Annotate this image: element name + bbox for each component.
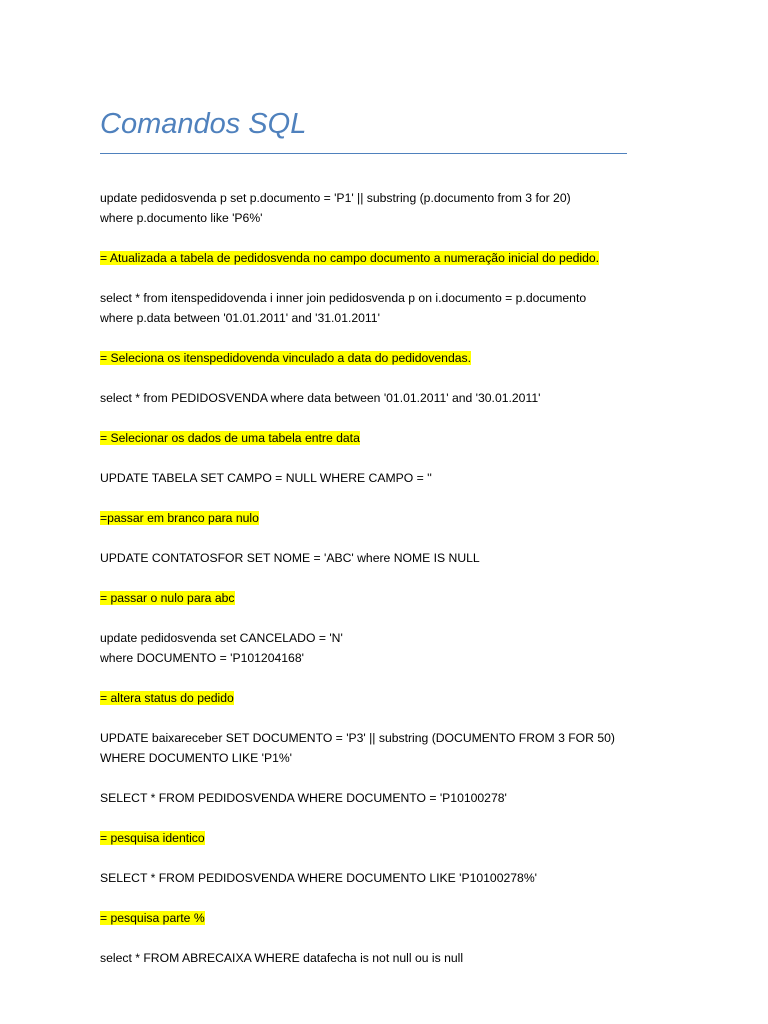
sql-command xyxy=(100,188,700,228)
text-line: UPDATE CONTATOSFOR SET NOME = 'ABC' where NOME IS NULL xyxy=(100,551,480,565)
text-line: where p.documento like 'P6%' xyxy=(100,211,263,225)
sql-command xyxy=(100,468,700,488)
highlighted-text: = altera status do pedido xyxy=(100,691,234,705)
sql-command xyxy=(100,548,700,568)
highlighted-note xyxy=(100,428,700,448)
text-line: UPDATE baixareceber SET DOCUMENTO = 'P3' || substring (DOCUMENTO FROM 3 FOR 50) xyxy=(100,731,615,745)
sql-command xyxy=(100,868,700,888)
text-line: WHERE DOCUMENTO LIKE 'P1%' xyxy=(100,751,293,765)
highlighted-note xyxy=(100,588,700,608)
title-underline xyxy=(100,153,627,154)
document-body xyxy=(100,188,700,988)
highlighted-note xyxy=(100,248,700,268)
text-line: update pedidosvenda set CANCELADO = 'N' xyxy=(100,631,343,645)
text-line: SELECT * FROM PEDIDOSVENDA WHERE DOCUMENTO = 'P10100278' xyxy=(100,791,507,805)
highlighted-text: = Selecionar os dados de uma tabela entre data xyxy=(100,431,360,445)
text-line: UPDATE TABELA SET CAMPO = NULL WHERE CAMPO = '' xyxy=(100,471,432,485)
highlighted-note xyxy=(100,908,700,928)
text-line: where p.data between '01.01.2011' and '31.01.2011' xyxy=(100,311,380,325)
sql-command xyxy=(100,628,700,668)
text-line: SELECT * FROM PEDIDOSVENDA WHERE DOCUMENTO LIKE 'P10100278%' xyxy=(100,871,537,885)
highlighted-text: = pesquisa identico xyxy=(100,831,205,845)
sql-command xyxy=(100,788,700,808)
document-title: Comandos SQL xyxy=(100,108,307,140)
highlighted-note xyxy=(100,828,700,848)
sql-command xyxy=(100,948,700,968)
highlighted-text: = passar o nulo para abc xyxy=(100,591,235,605)
text-line: select * from itenspedidovenda i inner join pedidosvenda p on i.documento = p.documento xyxy=(100,291,587,305)
text-line: select * from PEDIDOSVENDA where data between '01.01.2011' and '30.01.2011' xyxy=(100,391,541,405)
highlighted-text: = Seleciona os itenspedidovenda vinculado a data do pedidovendas. xyxy=(100,351,471,365)
text-line: select * FROM ABRECAIXA WHERE datafecha is not null ou is null xyxy=(100,951,464,965)
sql-command xyxy=(100,388,700,408)
highlighted-note xyxy=(100,508,700,528)
highlighted-text: = pesquisa parte % xyxy=(100,911,205,925)
text-line: where DOCUMENTO = 'P101204168' xyxy=(100,651,304,665)
highlighted-text: =passar em branco para nulo xyxy=(100,511,259,525)
sql-command xyxy=(100,728,700,768)
highlighted-note xyxy=(100,348,700,368)
highlighted-text: = Atualizada a tabela de pedidosvenda no campo documento a numeração inicial do pedido. xyxy=(100,251,600,265)
sql-command xyxy=(100,288,700,328)
highlighted-note xyxy=(100,688,700,708)
text-line: update pedidosvenda p set p.documento = 'P1' || substring (p.documento from 3 for 20) xyxy=(100,191,571,205)
